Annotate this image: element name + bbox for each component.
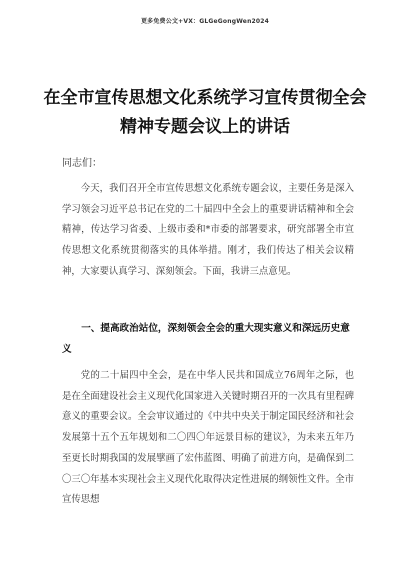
top-banner: 更多免费公文+VX：GLGeGongWen2024 [140,18,270,25]
document-title: 在全市宣传思想文化系统学习宣传贯彻全会精神专题会议上的讲话 [43,88,367,137]
section-heading-1: 一、提高政治站位，深刻领会全会的重大现实意义和深远历史意义 [62,323,350,355]
paragraph-section-1: 党的二十届四中全会，是在中华人民共和国成立76周年之际，也是在全面建设社会主义现代化国家进入关键时期召开的一次具有里程碑意义的重要会议。全会审议通过的《中共中央关于制定国民经济和社会发展第十五个五年规划和二〇四〇年远景目标的建议》，为未来五年乃至更长时期我国的发展擘画了宏伟蓝图、明确了前进方向，是确保到二〇三〇年基本实现社会主义现代化取得决定性进展的纲领性文件。全市宣传思想 [62,370,354,506]
paragraph-intro: 今天，我们召开全市宣传思想文化系统专题会议，主要任务是深入学习领会习近平总书记在党的二十届四中全会上的重要讲话精神和全会精神，传达学习省委、上级市委和*市委的部署要求，研究部署全市宣传思想文化系统贯彻落实的具体举措。刚才，我们传达了相关会议精神，大家要认真学习、深刻领会。下面，我讲三点意见。 [62,183,354,277]
salutation: 同志们： [62,158,102,169]
